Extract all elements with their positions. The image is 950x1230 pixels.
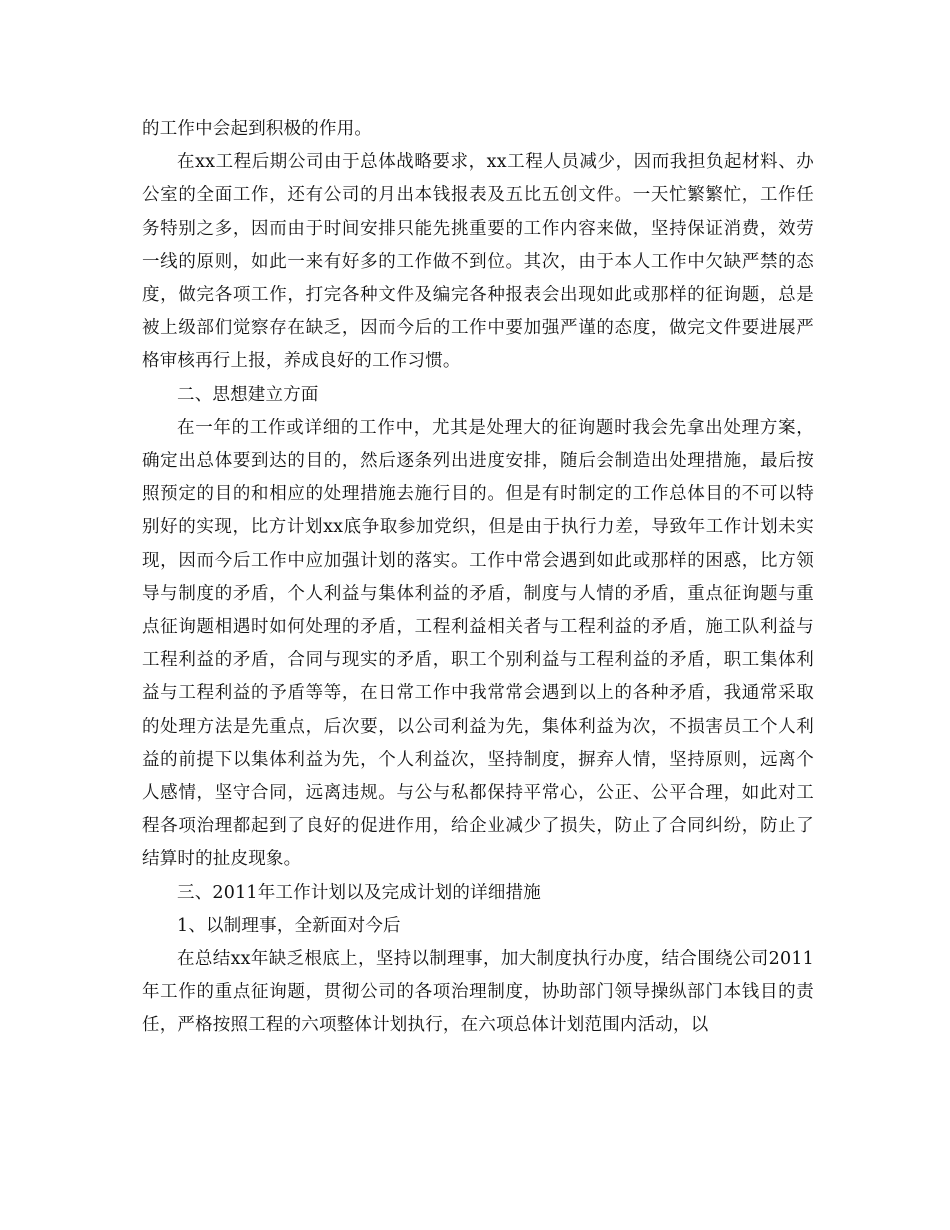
section-heading-2011-plan: 三、2011年工作计划以及完成计划的详细措施 <box>177 882 541 903</box>
paragraph-problem-handling: 在一年的工作或详细的工作中，尤其是处理大的征询题时我会先拿出处理方案，确定出总体要到达的目的，然后逐条列出进度安排，随后会制造出处理措施，最后按照预定的目的和相应的处理措施去施行目的。但是有时制定的工作总体目的不可以特别好的实现，比方计划xx底争取参加党织，但是由于执行力差，导致年工作计划未实现，因而今后工作中应加强计划的落实。工作中常会遇到如此或那样的困惑，比方领导与制度的矛盾，个人利益与集体利益的矛盾，制度与人情的矛盾，重点征询题与重点征询题相遇时如何处理的矛盾，工程利益相关者与工程利益的矛盾，施工队利益与工程利益的矛盾，合同与现实的矛盾，职工个别利益与工程利益的矛盾，职工集体利益与工程利益的予盾等等，在日常工作中我常常会遇到以上的各种矛盾，我通常采取的处理方法是先重点，后次要，以公司利益为先，集体利益为次，不损害员工个人利益的前提下以集体利益为先，个人利益次，坚持制度，摒弃人情，坚持原则，远离个人感情，坚守合同，远离违规。与公与私都保持平常心，公正、公平合理，如此对工程各项治理都起到了良好的促进作用，给企业减少了损失，防止了合同纠纷，防止了结算时的扯皮现象。 <box>142 417 814 870</box>
document-body <box>142 113 814 1043</box>
subsection-heading-rules: 1、以制理事，全新面对今后 <box>177 915 401 936</box>
paragraph-material-office-work: 在xx工程后期公司由于总体战略要求，xx工程人员减少，因而我担负起材料、办公室的全面工作，还有公司的月出本钱报表及五比五创文件。一天忙繁繁忙，工作任务特别之多，因而由于时间安排只能先挑重要的工作内容来做，坚持保证消费，效劳一线的原则，如此一来有好多的工作做不到位。其次，由于本人工作中欠缺严禁的态度，做完各项工作，打完各种文件及编完各种报表会出现如此或那样的征询题，总是被上级部们觉察存在缺乏，因而今后的工作中要加强严谨的态度，做完文件要进展严格审核再行上报，养成良好的工作习惯。 <box>142 152 814 372</box>
paragraph-continuation: 的工作中会起到积极的作用。 <box>142 119 373 139</box>
section-heading-ideology: 二、思想建立方面 <box>177 384 319 405</box>
paragraph-rules-summary: 在总结xx年缺乏根底上，坚持以制理事，加大制度执行办度，结合围绕公司2011年工作的重点征询题，贯彻公司的各项治理制度，协助部门领导操纵部门本钱目的责任，严格按照工程的六项整体计划执行，在六项总体计划范围内活动，以 <box>142 949 814 1036</box>
